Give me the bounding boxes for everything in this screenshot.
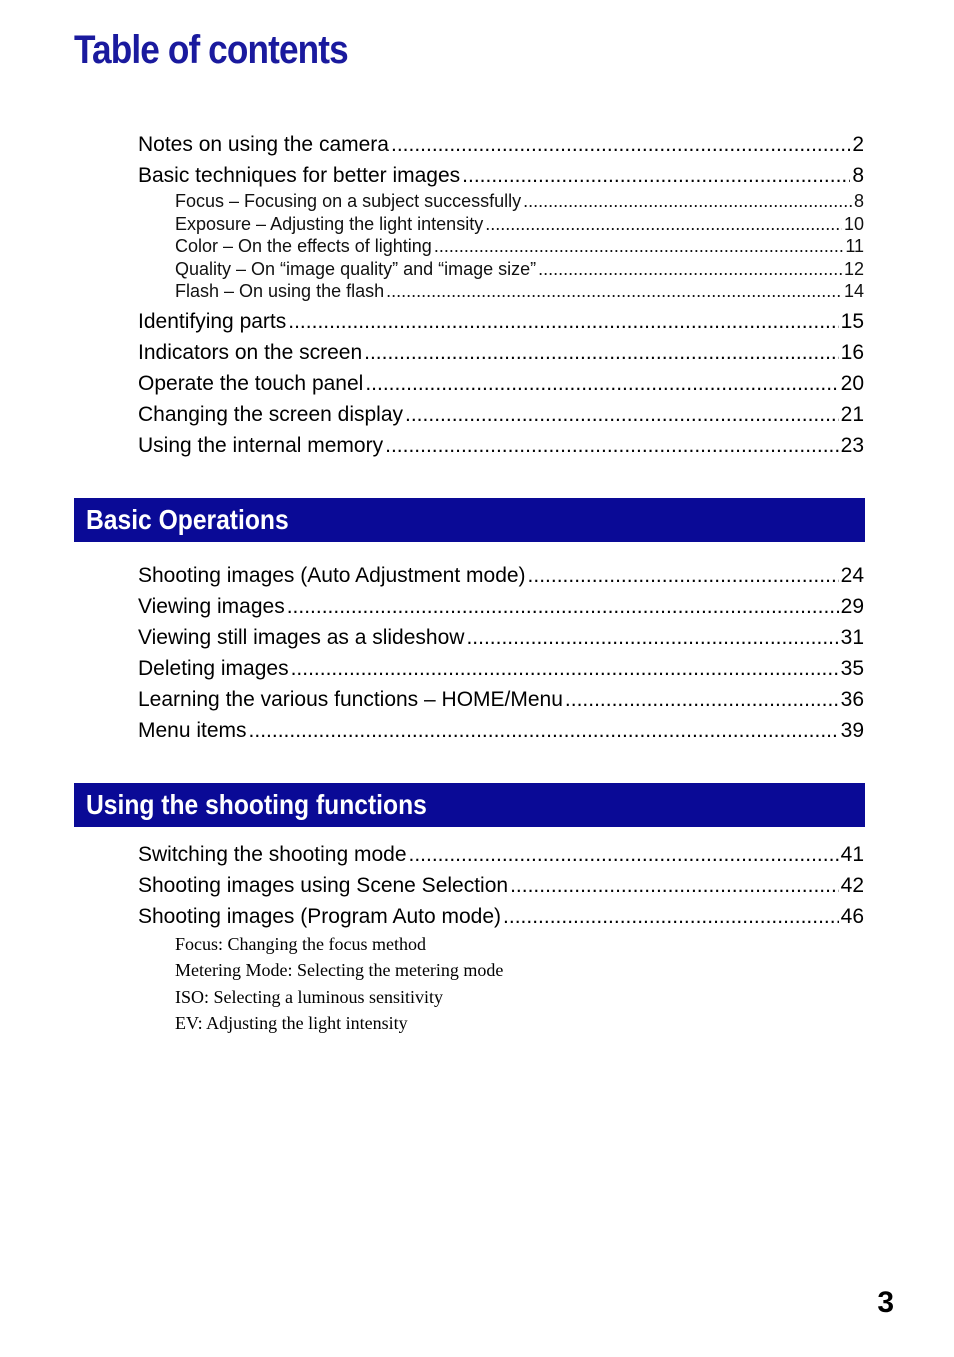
toc-entry-page: 8 [852,164,864,187]
toc-entry-page: 46 [840,905,864,928]
section-title: Basic Operations [86,504,289,535]
toc-subentry-page: 12 [843,258,864,279]
toc-entry[interactable] [138,306,864,337]
toc-entry[interactable] [138,870,864,901]
toc-entry[interactable] [138,901,864,932]
toc-subentry-label: Focus – Focusing on a subject successfully [175,191,522,211]
toc-entry-label: Menu items [138,719,247,742]
section-header-shooting-functions [74,783,865,827]
toc-entry-page: 2 [852,133,864,156]
dot-leader [291,653,839,684]
dot-leader [565,684,839,715]
toc-entry-label: Switching the shooting mode [138,843,407,866]
dot-leader [405,399,839,430]
dot-leader [288,306,838,337]
toc-basic-operations-list [138,560,864,746]
toc-entry[interactable] [138,399,864,430]
toc-entry-label: Viewing images [138,595,285,618]
toc-entry[interactable] [138,160,864,191]
toc-subentry-label: Exposure – Adjusting the light intensity [175,213,484,234]
toc-entry[interactable] [138,337,864,368]
toc-entry[interactable] [138,653,864,684]
toc-entry-page: 35 [840,657,864,680]
dot-leader [503,901,839,932]
toc-subitem[interactable]: Focus: Changing the focus method [175,934,426,954]
toc-entry-page: 23 [840,434,864,457]
toc-entry[interactable] [138,129,864,160]
toc-entry-page: 20 [840,372,864,395]
toc-entry[interactable] [138,622,864,653]
toc-subentry-page: 10 [843,213,864,234]
dot-leader [523,190,852,213]
toc-entry-page: 31 [840,626,864,649]
dot-leader [386,280,842,303]
toc-entry-page: 36 [840,688,864,711]
dot-leader [538,258,842,281]
toc-entry-label: Deleting images [138,657,289,680]
page-title: Table of contents [74,28,348,72]
section-header-basic-operations [74,498,865,542]
program-auto-subitems [175,931,503,1036]
toc-subitem[interactable]: EV: Adjusting the light intensity [175,1012,408,1033]
toc-entry-label: Identifying parts [138,310,287,333]
toc-entry-page: 15 [840,310,864,333]
toc-entry[interactable] [138,839,864,870]
toc-entry[interactable] [138,430,864,461]
toc-entry[interactable] [138,684,864,715]
toc-entry-label: Basic techniques for better images [138,164,461,187]
toc-subentry-label: Color – On the effects of lighting [175,236,432,256]
toc-entry-page: 24 [840,564,864,587]
dot-leader [409,839,839,870]
toc-entry-label: Shooting images using Scene Selection [138,874,509,897]
toc-subentry-page: 14 [843,281,864,301]
dot-leader [287,591,839,622]
section-title: Using the shooting functions [86,789,427,820]
toc-subentry[interactable] [175,235,864,258]
toc-intro-list [138,129,864,191]
toc-entry-page: 29 [840,595,864,618]
toc-entry-label: Viewing still images as a slideshow [138,626,465,649]
toc-entry[interactable] [138,368,864,399]
toc-subentry-label: Quality – On “image quality” and “image size” [175,258,537,279]
dot-leader [365,368,838,399]
toc-entry-label: Indicators on the screen [138,341,363,364]
toc-entry[interactable] [138,715,864,746]
toc-entry-page: 42 [840,874,864,897]
toc-entry-label: Shooting images (Auto Adjustment mode) [138,564,526,587]
dot-leader [466,622,838,653]
toc-entry-label: Operate the touch panel [138,372,364,395]
toc-entry-page: 16 [840,341,864,364]
page-number: 3 [877,1286,894,1319]
toc-subentry[interactable] [175,280,864,303]
dot-leader [485,213,842,236]
toc-subentry-page: 11 [845,236,864,256]
dot-leader [385,430,839,461]
toc-entry-label: Learning the various functions – HOME/Menu [138,688,563,711]
toc-technique-sublist [138,190,864,303]
toc-subentry[interactable] [175,190,864,213]
toc-subentry[interactable] [175,258,864,281]
dot-leader [391,129,850,160]
toc-entry-label: Using the internal memory [138,434,384,457]
toc-subitem[interactable]: ISO: Selecting a luminous sensitivity [175,986,443,1007]
dot-leader [249,715,839,746]
dot-leader [510,870,839,901]
dot-leader [528,560,839,591]
toc-subentry-page: 8 [853,191,864,211]
dot-leader [462,160,850,191]
toc-entry-page: 41 [840,843,864,866]
toc-entry[interactable] [138,560,864,591]
toc-entry-label: Shooting images (Program Auto mode) [138,905,502,928]
toc-more-list [138,306,864,461]
toc-subentry-label: Flash – On using the flash [175,281,385,301]
toc-entry-page: 21 [840,403,864,426]
toc-subitem[interactable]: Metering Mode: Selecting the metering mode [175,960,504,981]
toc-entry-page: 39 [840,719,864,742]
toc-entry[interactable] [138,591,864,622]
toc-entry-label: Changing the screen display [138,403,404,426]
toc-entry-label: Notes on using the camera [138,133,389,156]
toc-subentry[interactable] [175,213,864,236]
toc-shooting-functions-list [138,839,864,932]
dot-leader [434,235,843,258]
dot-leader [364,337,839,368]
